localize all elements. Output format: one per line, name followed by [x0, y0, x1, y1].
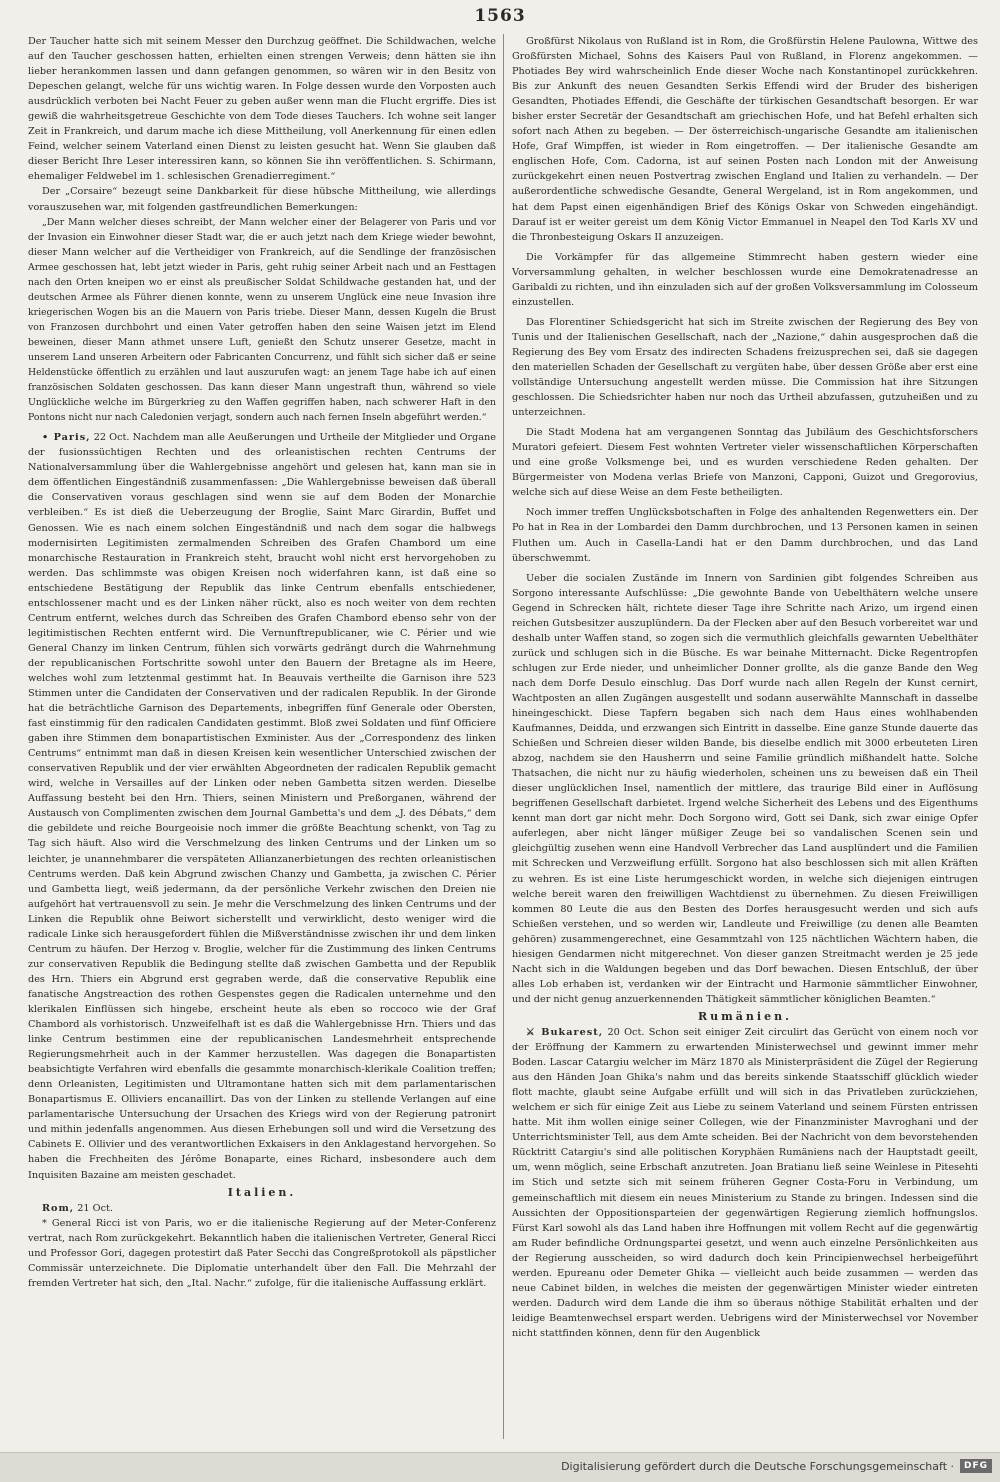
- section-heading-rumaenien: Rumänien.: [698, 1009, 792, 1023]
- dateline-rom: Rom,: [42, 1202, 75, 1214]
- page-number: 1563: [474, 6, 526, 26]
- article-paragraph: Großfürst Nikolaus von Rußland ist in Rom, die Großfürstin Helene Paulowna, Wittwe des Großfürsten Michael, Sohns des Kaisers Paul von Rußland, in Florenz angekommen. — Photiades Bey wird wahrscheinlich Ende dieser Woche nach Konstantinopel zurückkehren. Bis zur Ankunft des neuen Gesandten Serkis Effendi wird der Bruder des bisherigen Gesandten, Photiades Effendi, die Geschäfte der türkischen Gesandtschaft besorgen. Er war bisher erster Secretär der Gesandtschaft am griechischen Hofe, und hat Befehl erhalten sich sofort nach Athen zu begeben. — Der österreichisch-ungarische Gesandte am italienischen Hofe, Graf Wimpffen, ist wieder in Rom eingetroffen. — Der italienische Gesandte am englischen Hofe, Com. Cadorna, ist auf seinen Posten nach London mit der Anweisung zurückgekehrt einen neuen Postvertrag zwischen England und Italien zu verhandeln. — Der außerordentliche schwedische Gesandte, General Wergeland, ist in Rom angekommen, und hat dem Papst einen eigenhändigen Brief des Königs Oskar von Schweden eingehändigt. Darauf ist er weiter gereist um dem König Victor Emmanuel in Neapel den Tod Karls XV und die Thronbesteigung Oskars II anzuzeigen.: [512, 36, 978, 243]
- article-text: 20 Oct. Schon seit einiger Zeit circulirt das Gerücht von einem noch vor der Eröffnung der Kammern zu erwartenden Ministerwechsel und gewinnt immer mehr Boden. Lascar Catargiu welcher im März 1870 als Ministerpräsident die Zügel der Regierung aus den Händen Joan Ghika's nahm und das bereits sinkende Staatsschiff glücklich wieder flott machte, glaubt seine Aufgabe erfüllt und will sich in das Privatleben zurückziehen, welchem er sich für einige Zeit aus Liebe zu seinem Vaterland und seinem Fürsten entrissen hatte. Mit ihm wollen einige seiner Collegen, wie der Finanzminister Mavroghani und der Unterrichtsminister Tell, aus dem Amte scheiden. Bei der Nachricht von dem bevorstehenden Rücktritt Catargiu's sind alle politischen Koryphäen Rumäniens nach der Hauptstadt geeilt, um, wenn möglich, seine Erbschaft anzutreten. Joan Bratianu ließ seine Weinlese in Pitesehti im Stich und setzte sich mit seinem früheren Gegner Costa-Foru in Verbindung, um gemeinschaftlich mit diesem ein neues Ministerium zu Stande zu bringen. Indessen sind die Aussichten der Oppositionsparteien der gegenwärtigen Regierung ziemlich hoffnungslos. Fürst Karl sowohl als das Land haben ihre Hoffnungen mit vollem Recht auf die gegenwärtig am Ruder befindliche Ordnungspartei gesetzt, und wenn auch einzelne Persönlichkeiten aus der Regierung ausscheiden, so wird dadurch doch kein Principienwechsel herbeigeführt werden. Epureanu oder Demeter Ghika — vielleicht auch beide zusammen — werden das neue Cabinet bilden, in welches die meisten der gegenwärtigen Minister wieder eintreten werden. Dadurch wird dem Lande die ihm so überaus nöthige Stabilität erhalten und der leidige Beamtenwechsel erspart werden. Uebrigens wird der Ministerwechsel vor November nicht stattfinden können, denn für den Augenblick: [512, 1027, 978, 1339]
- column-right: [512, 34, 978, 1439]
- article-paragraph: Die Stadt Modena hat am vergangenen Sonntag das Jubiläum des Geschichtsforschers Muratori gefeiert. Diesem Fest wohnten Vertreter vieler wissenschaftlichen Körperschaften und eine große Volksmenge bei, und es wurden verschiedene Reden gehalten. Der Bürgermeister von Modena verlas Briefe von Manzoni, Capponi, Guizot und Gregorovius, welche sich auf diese Weise an dem Feste betheiligten.: [512, 427, 978, 499]
- article-paragraph: [28, 430, 496, 1182]
- digitization-footer: [0, 1452, 1000, 1482]
- column-divider: [503, 34, 504, 1439]
- dateline-bukarest: ⚔ Bukarest,: [526, 1027, 604, 1038]
- article-paragraph: Noch immer treffen Unglücksbotschaften in Folge des anhaltenden Regenwetters ein. Der Po hat in Rea in der Lombardei den Damm durchbrochen, und 13 Personen kamen in seinen Fluthen um. Auch in Casella-Landi hat er den Damm durchbrochen, und das Land überschwemmt.: [512, 507, 978, 564]
- article-paragraph: [28, 1201, 496, 1216]
- article-paragraph: * General Ricci ist von Paris, wo er die italienische Regierung auf der Meter-Conferenz vertrat, nach Rom zurückgekehrt. Bekanntlich haben die italienischen Vertreter, General Ricci und Professor Gori, dagegen protestirt daß Pater Secchi das Congreßprotokoll als päpstlicher Commissär unterzeichnete. Die Diplomatie unterhandelt über den Fall. Die Mehrzahl der fremden Vertreter hat sich, den „Ital. Nachr.“ zufolge, für die italienische Auffassung erklärt.: [28, 1217, 496, 1289]
- article-text: 21 Oct.: [77, 1202, 113, 1214]
- article-paragraph: Die Vorkämpfer für das allgemeine Stimmrecht haben gestern wieder eine Vorversammlung gehalten, in welcher beschlossen wurde eine Demokratenadresse an Garibaldi zu richten, und ihn einzuladen sich auf der großen Volksversammlung im Colosseum einzustellen.: [512, 251, 978, 308]
- dateline-paris: • Paris,: [42, 432, 91, 444]
- article-paragraph: Ueber die socialen Zustände im Innern von Sardinien gibt folgendes Schreiben aus Sorgono interessante Aufschlüsse: „Die gewohnte Bande von Uebelthätern welche unsere Gegend in Schrecken hält, richtete dieser Tage ihre Schritte nach Arizo, um irgend einen reichen Gutsbesitzer auszuplündern. Da der Flecken aber auf den Besuch vorbereitet war und deshalb unter Waffen stand, so zogen sich die vermuthlich gleichfalls gewarnten Uebelthäter zurück und schlugen sich in die Büsche. Es war beinahe Mitternacht. Dicke Regentropfen schlugen zur Erde nieder, und unheimlicher Donner grollte, als die ganze Bande den Weg nach dem Dorfe Desulo einschlug. Das Dorf wurde nach allen Regeln der Kunst cernirt, Wachtposten an allen Zugängen ausgestellt und sodann auserwählte Mannschaft in dasselbe hineingeschickt. Diese Tapfern begaben sich nach dem Haus eines wohlhabenden Kaufmannes, Deidda, und erzwangen sich Eintritt in dasselbe. Eine ganze Stunde dauerte das Schießen und Schreien dieser wilden Bande, bis dieselbe endlich mit 3000 erbeuteten Liren abzog, nachdem sie den Hausherrn und seine Familie gründlich mißhandelt hatte. Solche Thatsachen, die nicht nur zu häufig wiederholen, scheinen uns zu beweisen daß ein Theil dieser unglücklichen Insel, namentlich der mittlere, das traurige Bild einer in Auflösung begriffenen Gesellschaft darbietet. Irgend welche Sicherheit des Lebens und des Eigenthums kennt man dort gar nicht mehr. Doch Sorgono wird, Gott sei Dank, sich zwar einige Opfer auferlegen, aber nicht länger müßiger Zeuge bei so vandalischen Scenen sein und gleichgültig zusehen wenn eine Handvoll Verbrecher das Land ausplündert und die Familien mit Schrecken und Verzweiflung erfüllt. Sorgono hat also beschlossen sich mit allen Kräften zu wehren. Es ist eine Liste herumgeschickt worden, in welche sich diejenigen eintrugen welche bereit waren den freiwilligen Wachtdienst zu übernehmen. Zu diesen Freiwilligen kommen 80 Leute die aus den Besten des Dorfes herausgesucht werden und sich aufs Schießen verstehen, und so werden wir, Landleute und Freiwillige (zu denen alle Beamten gehören) zusammengerechnet, eine Gesammtzahl von 125 nächtlichen Wächtern haben, die hiesigen Gendarmen nicht mitgerechnet. Von dieser ganzen Streitmacht werden je 25 jede Nacht sich in die Waldungen begeben und das Dorf bewachen. Diesen Entschluß, der über alles Lob erhaben ist, verdanken wir der Eintracht und Harmonie sämmtlicher Einwohner, und der nicht genug anzuerkennenden Thätigkeit sämmtlicher königlichen Beamten.“: [512, 572, 978, 1005]
- article-paragraph: [512, 1025, 978, 1341]
- dfg-logo: DFG: [960, 1459, 992, 1473]
- article-text: 22 Oct. Nachdem man alle Aeußerungen und Urtheile der Mitglieder und Organe der fusionssüchtigen Rechten und des orleanistischen rechten Centrums der Nationalversammlung über die Wahlergebnisse angehört und gelesen hat, kann man sie in dem öffentlichen Eingeständniß zusammenfassen: „Die Wahlergebnisse beweisen daß überall die Conservativen voraus geschlagen sind wenn sie auf dem Boden der Monarchie verbleiben.“ Es ist dieß die Ueberzeugung der Broglie, Saint Marc Girardin, Buffet und Genossen. Wie es nach einem solchen Eingeständniß und nach dem sogar die halbwegs modernisirten Legitimisten zermalmenden Schreiben des Grafen Chambord um eine monarchische Restauration in Frankreich steht, braucht wohl nicht erst hervorgehoben zu werden. Das schlimmste was obigen Kreisen noch widerfahren kann, ist daß eine so entschiedene Bestätigung der Republik das linke Centrum ebenfalls entschiedener, entschlossener macht und es der Linken näher rückt, also es noch weiter von dem rechten Centrum entfernt, welches durch das Schreiben des Grafen Chambord ebenso sehr von der legitimistischen Rechten entfernt wird. Die Vernunftrepublicaner, wie C. Périer und wie General Chanzy im linken Centrum, fühlen sich vorwärts gedrängt durch die Wahrnehmung der republicanischen Fortschritte sowohl unter den Bauern der Bretagne als im Heere, welches wohl zum letztenmal gestimmt hat. In Beauvais vertheilte die Garnison ihre 523 Stimmen unter die Candidaten der Conservativen und der radicalen Republik. In der Gironde hat die beträchtliche Garnison des Departements, inbegriffen fünf Generale oder Obersten, fast einstimmig für den radicalen Candidaten gestimmt. Bloß zwei Soldaten und fünf Officiere gaben ihre Stimmen dem bonapartistischen Exminister. Aus der „Correspondenz des linken Centrums“ entnimmt man daß in diesen Kreisen kein wesentlicher Unterschied zwischen der conservativen Republik und der vier erwählten Abgeordneten der radicalen Republik gemacht wird, welche in Versailles auf der Linken oder neben Gambetta sitzen werden. Dieselbe Auffassung besteht bei den Hrn. Thiers, seinen Ministern und Preßorganen, während der Austausch von Complimenten zwischen dem Journal Gambetta's und dem „J. des Débats,“ dem die gebildete und reiche Bourgeoisie noch immer die größte Beachtung schenkt, von Tag zu Tag sich häuft. Also wird die Verschmelzung des linken Centrums und der Linken um so leichter, je unannehmbarer die verspäteten Allianzanerbietungen des rechten orleanistischen Centrums werden. Daß kein Abgrund zwischen Chanzy und Gambetta, ja zwischen C. Périer und Gambetta liegt, weiß jedermann, da der persönliche Verkehr zwischen den Dreien nie aufgehört hat vertrauensvoll zu sein. Je mehr die Verschmelzung des linken Centrums und der Linken die Republik ohne Beiwort sicherstellt und verwirklicht, desto weniger wird die radicale Linke sich herausgefordert fühlen die Mißverständnisse zwischen ihr und dem linken Centrum zu häufen. Der Herzog v. Broglie, welcher für die Zustimmung des linken Centrums zur conservativen Republik die Bedingung stellte daß zwischen Gambetta und der Republik des Hrn. Thiers ein Abgrund erst gegraben werde, daß die conservative Republik eine fanatische Angstreaction des rothen Gespenstes gegen die Radicalen unternehme und den klerikalen Einflüssen sich hingebe, erscheint heute als eben so roccoco wie der Graf Chambord als vorhistorisch. Unzweifelhaft ist es daß die Wahlergebnisse Hrn. Thiers und das linke Centrum bestimmen eine der republicanischen Landesmehrheit entsprechende Regierungsmehrheit auch in der Kammer herzustellen. Was dagegen die Bonapartisten beabsichtigte Verfahren wird ebenfalls die gesammte monarchisch-klerikale Coalition treffen; denn Orleanisten, Legitimisten und Ultramontane hatten sich mit dem parlamentarischen Bonapartismus E. Olliviers encanaillirt. Das von der Linken zu stellende Verlangen auf eine parlamentarische Untersuchung der Ursachen des Kriegs wird von der Regierung patronirt und mithin jedenfalls angenommen. Aus diesen Erhebungen soll und wird die Versetzung des Cabinets E. Ollivier und des verantwortlichen Exkaisers in den Anklagestand hervorgehen. So haben die Frechheiten des Jérôme Bonaparte, eines Richard, insbesondere auch dem Inquisiten Bazaine am meisten geschadet.: [28, 432, 496, 1181]
- section-heading-italien: Italien.: [227, 1185, 297, 1199]
- article-paragraph: Der „Corsaire“ bezeugt seine Dankbarkeit für diese hübsche Mittheilung, wie allerdings vorauszusehen war, mit folgenden gastfreundlichen Bemerkungen:: [28, 186, 496, 213]
- article-paragraph: Der Taucher hatte sich mit seinem Messer den Durchzug geöffnet. Die Schildwachen, welche auf den Taucher geschossen hatten, erhielten einen strengen Verweis; denn hätten sie ihn lieber herankommen lassen und dann gefangen genommen, so wären wir in den Besitz von Depeschen gelangt, welche für uns wichtig waren. In Folge dessen wurde den Vorposten auch ausdrücklich verboten bei Nacht Feuer zu geben außer wenn man die Flucht ergriffe. Dies ist gewiß die wahrheitsgetreue Geschichte von dem Tode dieses Tauchers. Ich wohne seit langer Zeit in Frankreich, und darum mache ich diese Mittheilung, voll Anerkennung für einen edlen Feind, welcher seinem Vaterland einen Dienst zu leisten gesucht hat. Wenn Sie glauben daß dieser Bericht Ihre Leser interessiren kann, so können Sie ihn veröffentlichen. S. Schirmann, ehemaliger Feldwebel im 1. schlesischen Grenadierregiment.“: [28, 36, 496, 183]
- quoted-paragraph: „Der Mann welcher dieses schreibt, der Mann welcher einer der Belagerer von Paris und vor der Invasion ein Einwohner dieser Stadt war, die er auch jetzt nach dem Kriege wieder bewohnt, dieser Mann welcher auf die Vertheidiger von Frankreich, auf die Sendlinge der französischen Armee geschossen hat, lebt jetzt wieder in Paris, geht ruhig seiner Arbeit nach und an Festtagen nach den Orten kneipen wo er einst als preußischer Soldat Schildwache gestanden hat, und der deutschen Armee als Führer dienen konnte, wenn zu unserem Unglück eine neue Invasion ihre kriegerischen Wogen bis an die Mauern von Paris triebe. Dieser Mann, dessen Kugeln die Brust von Franzosen durchbohrt und einen Vater getroffen haben den seine Waisen jetzt im Elend beweinen, dieser Mann athmet unsere Luft, genießt den Schutz unserer Gesetze, macht in unserem Land unseren Arbeitern oder Fabricanten Concurrenz, und fühlt sich sicher daß er seine Heldenstücke öffentlich zu erzählen und laut auszurufen wagt: an jenem Tage habe ich auf einen französischen Soldaten geschossen. Das kann dieser Mann ungestraft thun, während so viele Unglückliche welche im Bürgerkrieg zu den Waffen gegriffen haben, nach schwerer Haft in den Pontons nicht nur nach Caledonien verjagt, sondern auch nach fernen Inseln abgeführt werden.“: [28, 216, 496, 424]
- footer-credit: Digitalisierung gefördert durch die Deutsche Forschungsgemeinschaft ·: [561, 1460, 954, 1473]
- article-paragraph: Das Florentiner Schiedsgericht hat sich im Streite zwischen der Regierung des Bey von Tunis und der Italienischen Gesellschaft, nach der „Nazione,“ dahin ausgesprochen daß die Regierung des Bey vom Ersatz des indirecten Schadens freizusprechen sei, daß sie dagegen den materiellen Schaden der Gesellschaft zu vergüten habe, über dessen Größe aber erst eine vollständige Untersuchung angestellt werden müsse. Die Commission hat ihre Sitzungen geschlossen. Die Schiedsrichter haben nur noch das Urtheil abzufassen, gutzuheißen und zu unterzeichnen.: [512, 316, 978, 419]
- column-left: [28, 34, 496, 1439]
